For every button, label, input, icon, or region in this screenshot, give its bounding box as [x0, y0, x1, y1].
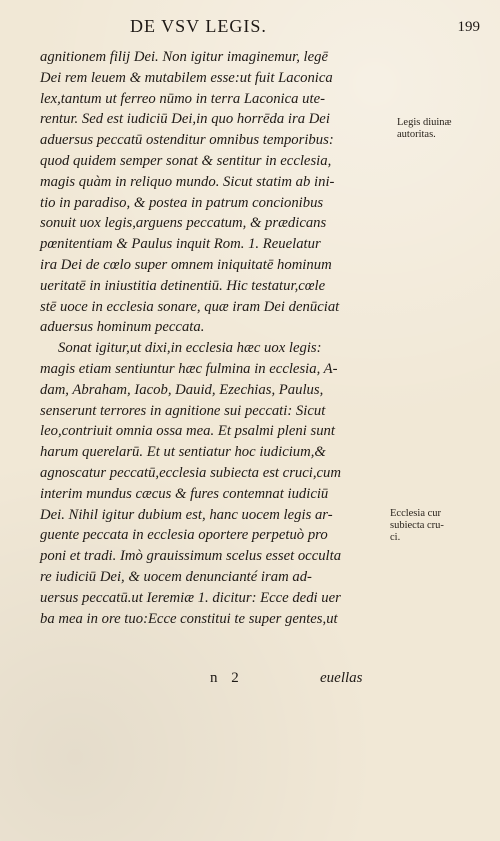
text-line: dam, Abraham, Iacob, Dauid, Ezechias, Paulus,: [40, 381, 324, 398]
text-line: leo,contriuit omnia ossa mea. Et psalmi pleni sunt: [40, 423, 335, 440]
signature-mark: n 2: [210, 670, 244, 686]
text-line: agnitionem filij Dei. Non igitur imaginemur, legē: [40, 49, 329, 65]
text-line: rentur. Sed est iudiciū Dei,in quo horrēda ira Dei: [40, 111, 330, 128]
marginal-note-line: autoritas.: [397, 129, 436, 140]
marginal-note-line: Legis diuinæ: [397, 117, 452, 128]
text-line: aduersus peccatū ostenditur omnibus temporibus:: [40, 132, 334, 149]
text-line: stē uoce in ecclesia sonare, quæ iram Dei denūciat: [40, 298, 340, 315]
text-line: uersus peccatū.ut Ieremiæ 1. dicitur: Ecce dedi uer: [40, 589, 341, 606]
text-line: re iudiciū Dei, & uocem denuncianté iram ad-: [40, 568, 312, 585]
text-line: quod quidem semper sonat & sentitur in ecclesia,: [40, 152, 332, 169]
marginal-note-line: Ecclesia cur: [390, 508, 442, 519]
marginal-note-line: subiecta cru-: [390, 520, 444, 531]
text-line: Dei. Nihil igitur dubium est, hanc uocem legis ar-: [40, 506, 333, 523]
text-line: ba mea in ore tuo:Ecce constitui te super gentes,ut: [40, 610, 338, 627]
text-line: guente peccata in ecclesia oportere perpetuò pro: [40, 527, 328, 544]
text-line: senserunt terrores in agnitione sui peccati: Sicut: [40, 402, 326, 419]
text-line: sonuit uox legis,arguens peccatum, & prædicans: [40, 215, 327, 232]
marginal-note-legis-autoritas: [397, 117, 452, 141]
text-line: tio in paradiso, & postea in patrum concionibus: [40, 194, 324, 211]
text-line: lex,tantum ut ferreo nūmo in terra Laconica ute-: [40, 90, 326, 107]
page-header: [130, 16, 480, 36]
text-line: magis quàm in reliquo mundo. Sicut statim ab ini-: [40, 173, 335, 190]
text-line: Sonat igitur,ut dixi,in ecclesia hæc uox legis:: [58, 340, 322, 357]
text-line: agnoscatur peccatū,ecclesia subiecta est cruci,cum: [40, 464, 342, 481]
text-line: interim mundus cæcus & fures contemnat iudiciū: [40, 485, 329, 502]
main-text: [40, 47, 388, 629]
folio-number: 199: [457, 19, 480, 35]
text-line: Dei rem leuem & mutabilem esse:ut fuit Laconica: [40, 69, 333, 86]
text-line: magis etiam sentiuntur hæc fulmina in ecclesia, A-: [40, 360, 338, 377]
marginal-note-line: ci.: [390, 532, 401, 543]
text-line: pœnitentiam & Paulus inquit Rom. 1. Reuelatur: [40, 236, 321, 253]
text-line: harum querelarū. Et ut sentiatur hoc iudicium,&: [40, 444, 326, 461]
marginal-note-ecclesia-cruci: [390, 508, 444, 544]
text-line: poni et tradi. Imò grauissimum scelus esset occulta: [40, 548, 342, 565]
text-line: ira Dei de cœlo super omnem iniquitatē hominum: [40, 256, 332, 273]
text-line: aduersus hominum peccata.: [40, 319, 205, 336]
text-line: ueritatē in iniustitia detinentiū. Hic testatur,cœle: [40, 277, 326, 294]
running-title: DE VSV LEGIS.: [130, 16, 267, 36]
catchword: euellas: [320, 670, 363, 686]
